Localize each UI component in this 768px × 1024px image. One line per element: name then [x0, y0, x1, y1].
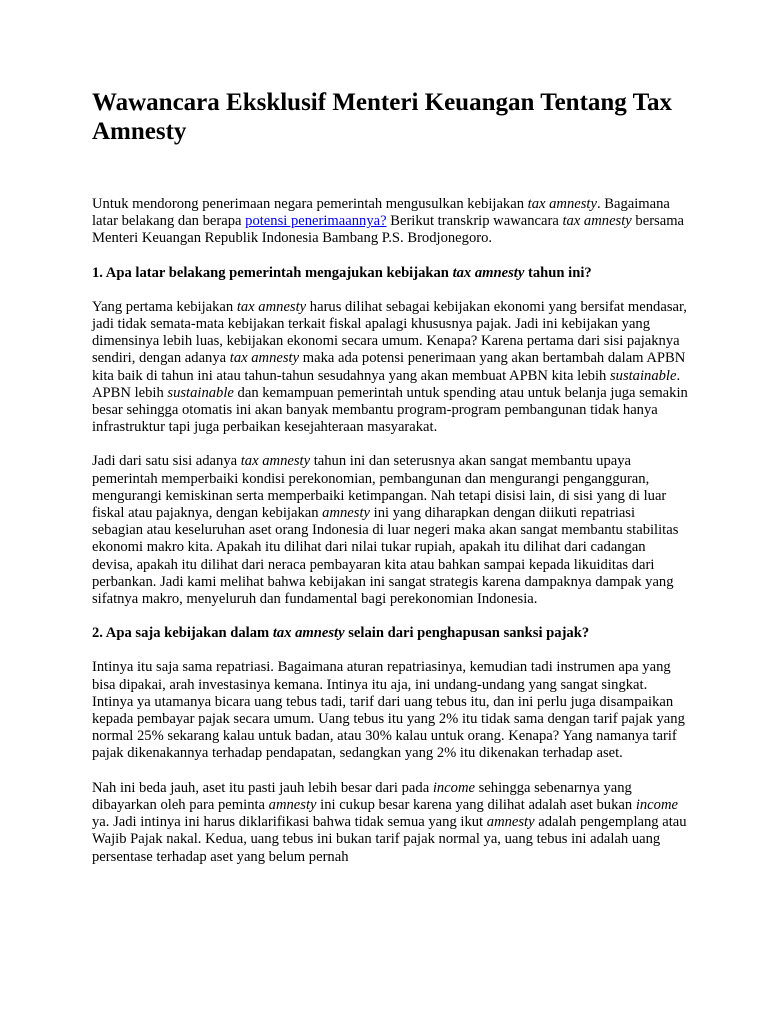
italic-run: tax amnesty	[452, 264, 525, 281]
text-run: Yang pertama kebijakan	[92, 298, 237, 315]
potensi-link[interactable]: potensi penerimaannya?	[245, 213, 387, 230]
text-run: tahun ini?	[524, 264, 592, 281]
text-run: . Bagaimana latar belakang dan berapa	[92, 196, 670, 230]
italic-run: sustainable	[167, 384, 234, 401]
italic-run: amnesty	[322, 505, 370, 522]
italic-run: tax amnesty	[229, 350, 300, 367]
italic-run: tax amnesty	[272, 625, 345, 642]
italic-run: income	[635, 796, 678, 813]
text-run: ini yang diharapkan dengan diikuti repatriasi sebagian atau keseluruhan aset orang Indonesia di luar negeri maka akan sangat membantu stabilitas ekonomi makro kita. Apakah itu dilihat dari nilai tukar rupiah, apakah itu dilihat dari cadangan devisa, apakah itu dilihat dari neraca pembayaran kita atau bahkan sampai kepada likuiditas dari perbankan. Jadi kami melihat bahwa kebijakan ini sangat strategis karena dampaknya dampak yang sifatnya makro, menyeluruh dan fundamental bagi perekonomian Indonesia.	[92, 505, 679, 608]
text-run: 2. Apa saja kebijakan dalam	[92, 625, 273, 642]
italic-run: amnesty	[268, 796, 317, 813]
intro-paragraph	[92, 196, 688, 248]
text-run: ya. Jadi intinya ini harus diklarifikasi bahwa tidak semua yang ikut	[92, 814, 487, 831]
text-run: maka ada potensi penerimaan yang akan bertambah dalam APBN kita baik di tahun ini atau tahun-tahun sesudahnya yang akan membuat APBN kita lebih	[92, 350, 686, 384]
question-2	[92, 625, 688, 642]
italic-run: tax amnesty	[236, 298, 307, 315]
italic-run: tax amnesty	[562, 213, 632, 230]
text-run: selain dari penghapusan sanksi pajak?	[344, 625, 590, 642]
text-run: Berikut transkrip wawancara	[386, 213, 563, 230]
italic-run: income	[432, 779, 475, 796]
italic-run: tax amnesty	[527, 196, 597, 212]
answer-2-paragraph-2	[92, 780, 688, 866]
text-run: dan kemampuan pemerintah untuk spending atau untuk belanja juga semakin besar sehingga otomatis ini akan banyak membantu program-program pembangunan tidak hanya infrastruktur tapi juga perbaikan kesejahteraan masyarakat.	[92, 384, 688, 436]
text-run: adalah pengemplang atau Wajib Pajak nakal. Kedua, uang tebus ini bukan tarif pajak normal ya, uang tebus ini adalah uang persentase terhadap aset yang belum pernah	[92, 814, 687, 865]
italic-run: tax amnesty	[240, 453, 311, 470]
text-run: sehingga sebenarnya yang dibayarkan oleh para peminta	[92, 779, 632, 813]
italic-run: amnesty	[486, 814, 535, 831]
italic-run: sustainable	[609, 367, 677, 384]
article-title: Wawancara Eksklusif Menteri Keuangan Tentang Tax Amnesty	[92, 89, 672, 145]
answer-1-paragraph-2	[92, 453, 688, 608]
text-run: bersama Menteri Keuangan Republik Indonesia Bambang P.S. Brodjonegoro.	[92, 213, 685, 247]
answer-2-paragraph-1	[92, 659, 688, 762]
text-run: Untuk mendorong penerimaan negara pemerintah mengusulkan kebijakan	[92, 196, 528, 212]
text-run: tahun ini dan seterusnya akan sangat membantu upaya pemerintah memperbaiki kondisi perekonomian, pembangunan dan mengurangi pengangguran, mengurangi kemiskinan serta memperbaiki ketimpangan. Nah tetapi disisi lain, di sisi yang di luar fiskal atau pajaknya, dengan kebijakan	[92, 453, 667, 522]
answer-1-paragraph-1	[92, 299, 688, 437]
text-run: Intinya itu saja sama repatriasi. Bagaimana aturan repatriasinya, kemudian tadi instrumen apa yang bisa dipakai, arah investasinya kemana. Intinya itu aja, ini undang-undang yang sangat singkat. Intinya ya utamanya bicara uang tebus tadi, tarif dari uang tebus itu, dan ini perlu juga disampaikan kepada pembayar pajak secara umum. Uang tebus itu yang 2% itu tidak sama dengan tarif pajak yang normal 25% sekarang kalau untuk badan, atau 30% kalau untuk orang. Kenapa? Yang namanya tarif pajak dikenakannya terhadap pendapatan, sedangkan yang 2% itu dikenakan terhadap aset.	[92, 659, 685, 762]
text-run: ini cukup besar karena yang dilihat adalah aset bukan	[316, 796, 636, 813]
question-1	[92, 265, 688, 282]
text-run: 1. Apa latar belakang pemerintah mengajukan kebijakan	[92, 264, 453, 281]
text-run: . APBN lebih	[92, 367, 681, 401]
text-run: Nah ini beda jauh, aset itu pasti jauh lebih besar dari pada	[92, 779, 433, 796]
text-run: harus dilihat sebagai kebijakan ekonomi yang bersifat mendasar, jadi tidak semata-mata kebijakan terkait fiskal apalagi khususnya pajak. Jadi ini kebijakan yang dimensinya lebih luas, kebijakan ekonomi secara umum. Kenapa? Karena pertama dari sisi pajaknya sendiri, dengan adanya	[92, 298, 687, 367]
text-run: Jadi dari satu sisi adanya	[92, 453, 241, 470]
